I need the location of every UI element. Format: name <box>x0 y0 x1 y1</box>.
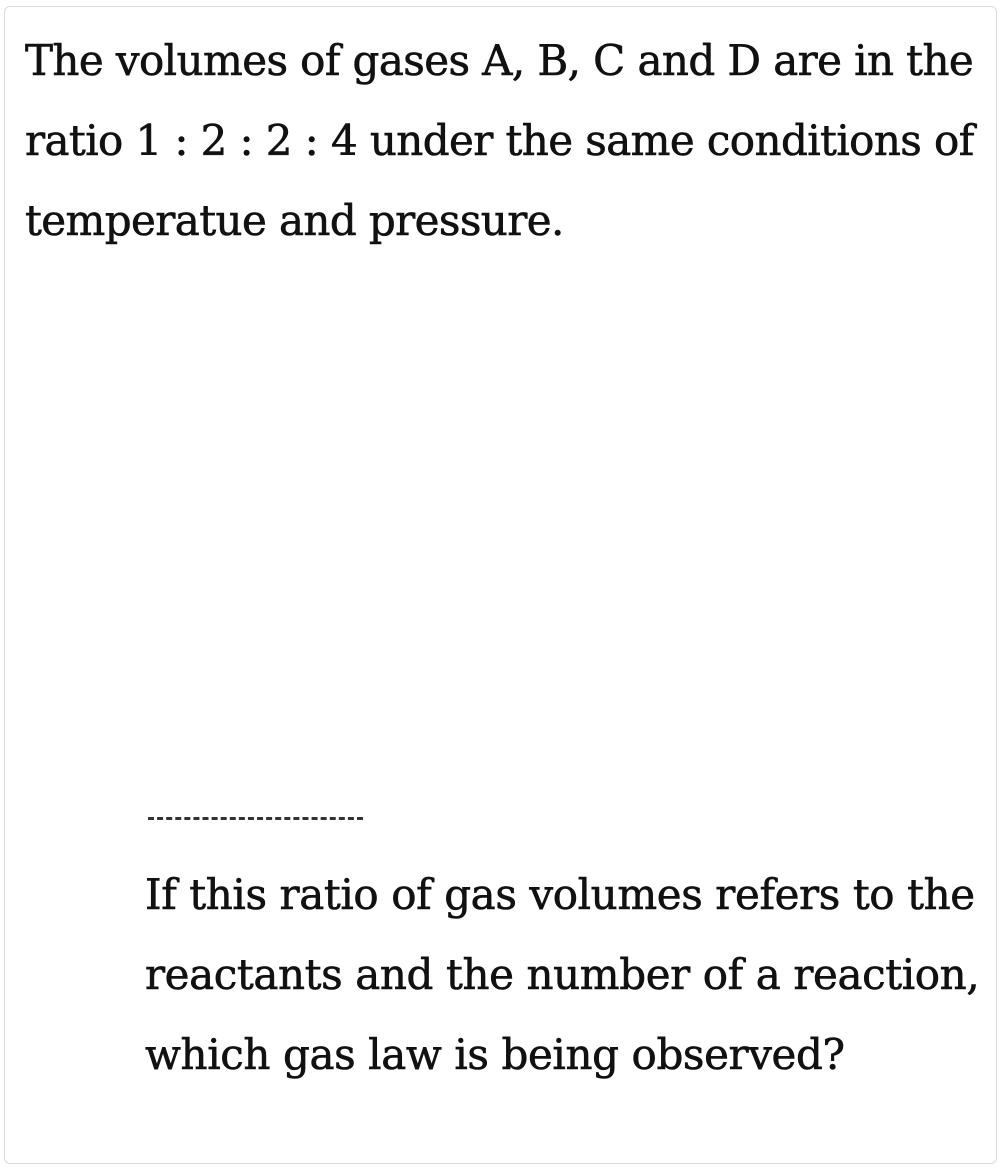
document-card <box>4 6 997 1164</box>
truncated-text-fragment <box>148 817 363 820</box>
intro-paragraph: The volumes of gases A, B, C and D are in the ratio 1 : 2 : 2 : 4 under the same conditions of temperatue and pressure. <box>25 36 974 245</box>
question-paragraph: If this ratio of gas volumes refers to the reactants and the number of a reaction, which gas law is being observed? <box>145 870 980 1079</box>
